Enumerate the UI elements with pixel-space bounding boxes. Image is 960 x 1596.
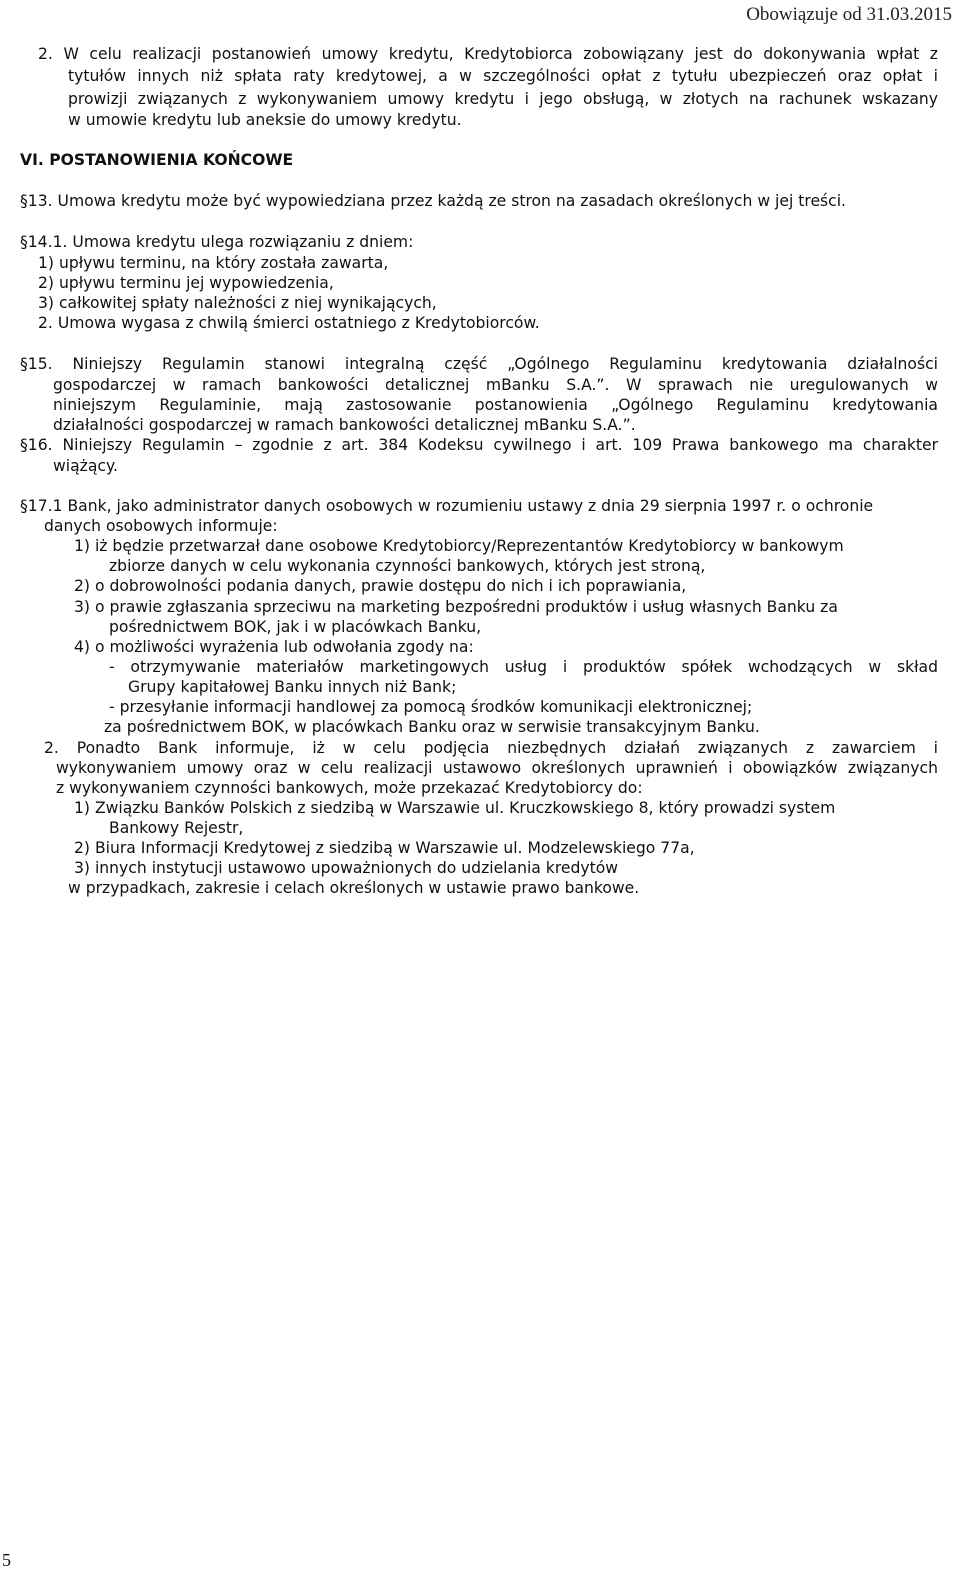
page-number: 5: [2, 1550, 11, 1570]
list-item: 4) o możliwości wyrażenia lub odwołania zgody na:: [74, 638, 474, 656]
paragraph-line: prowizji związanych z wykonywaniem umowy kredytu i jego obsługą, w złotych na rachunek wskazany: [68, 90, 938, 108]
list-item: 1) upływu terminu, na który została zawarta,: [38, 254, 389, 272]
effective-date-header: Obowiązuje od 31.03.2015: [746, 4, 952, 25]
paragraph-line: 2. Ponadto Bank informuje, iż w celu podjęcia niezbędnych działań związanych z zawarciem i: [44, 739, 938, 757]
paragraph-line: danych osobowych informuje:: [44, 517, 278, 535]
list-item: 1) Związku Banków Polskich z siedzibą w Warszawie ul. Kruczkowskiego 8, który prowadzi system: [74, 799, 836, 817]
list-item: zbiorze danych w celu wykonania czynności bankowych, których jest stroną,: [109, 557, 706, 575]
paragraph-line: w umowie kredytu lub aneksie do umowy kredytu.: [68, 111, 462, 129]
list-item: 1) iż będzie przetwarzał dane osobowe Kredytobiorcy/Reprezentantów Kredytobiorcy w bankowym: [74, 537, 844, 555]
paragraph-line: 2. W celu realizacji postanowień umowy kredytu, Kredytobiorca zobowiązany jest do dokonywania wpłat z: [38, 45, 938, 63]
dash-item: - otrzymywanie materiałów marketingowych usług i produktów spółek wchodzących w skład: [109, 658, 938, 676]
paragraph-line: §15. Niniejszy Regulamin stanowi integralną część „Ogólnego Regulaminu kredytowania działalności: [20, 355, 938, 373]
paragraph-line: wiążący.: [53, 457, 118, 475]
paragraph-line: wykonywaniem umowy oraz w celu realizacji ustawowo określonych uprawnień i obowiązków związanych: [56, 759, 938, 777]
list-item: 3) innych instytucji ustawowo upoważnionych do udzielania kredytów: [74, 859, 619, 877]
dash-item: Grupy kapitałowej Banku innych niż Bank;: [128, 678, 457, 696]
list-item: Bankowy Rejestr,: [109, 819, 244, 837]
list-item: pośrednictwem BOK, jak i w placówkach Banku,: [109, 618, 482, 636]
paragraph-line: niniejszym Regulaminie, mają zastosowanie postanowienia „Ogólnego Regulaminu kredytowania: [53, 396, 938, 414]
section-13-text: §13. Umowa kredytu może być wypowiedziana przez każdą ze stron na zasadach określonych w jej treści.: [20, 192, 847, 210]
paragraph-line: działalności gospodarczej w ramach bankowości detalicznej mBanku S.A.”.: [53, 416, 636, 434]
dash-item: - przesyłanie informacji handlowej za pomocą środków komunikacji elektronicznej;: [109, 698, 753, 716]
section-14-point-2: 2. Umowa wygasa z chwilą śmierci ostatniego z Kredytobiorców.: [38, 314, 540, 332]
section-14-text: §14.1. Umowa kredytu ulega rozwiązaniu z dniem:: [20, 233, 414, 251]
section-heading: VI. POSTANOWIENIA KOŃCOWE: [20, 151, 294, 169]
list-item: 3) całkowitej spłaty należności z niej wynikających,: [38, 294, 437, 312]
list-item: 3) o prawie zgłaszania sprzeciwu na marketing bezpośredni produktów i usług własnych Banku za: [74, 598, 838, 616]
list-item: za pośrednictwem BOK, w placówkach Banku oraz w serwisie transakcyjnym Banku.: [104, 718, 760, 736]
list-item: 2) Biura Informacji Kredytowej z siedzibą w Warszawie ul. Modzelewskiego 77a,: [74, 839, 695, 857]
list-item: 2) upływu terminu jej wypowiedzenia,: [38, 274, 334, 292]
paragraph-line: §16. Niniejszy Regulamin – zgodnie z art. 384 Kodeksu cywilnego i art. 109 Prawa bankowego ma charakter: [20, 436, 938, 454]
list-item: 2) o dobrowolności podania danych, prawie dostępu do nich i ich poprawiania,: [74, 577, 687, 595]
paragraph-line: w przypadkach, zakresie i celach określonych w ustawie prawo bankowe.: [68, 879, 640, 897]
paragraph-line: §17.1 Bank, jako administrator danych osobowych w rozumieniu ustawy z dnia 29 sierpnia 1997 r. o ochronie: [20, 497, 874, 515]
paragraph-line: gospodarczej w ramach bankowości detalicznej mBanku S.A.”. W sprawach nie uregulowanych w: [53, 376, 938, 394]
paragraph-line: z wykonywaniem czynności bankowych, może przekazać Kredytobiorcy do:: [56, 779, 643, 797]
paragraph-line: tytułów innych niż spłata raty kredytowej, a w szczególności opłat z tytułu ubezpieczeń oraz opłat i: [68, 67, 938, 85]
